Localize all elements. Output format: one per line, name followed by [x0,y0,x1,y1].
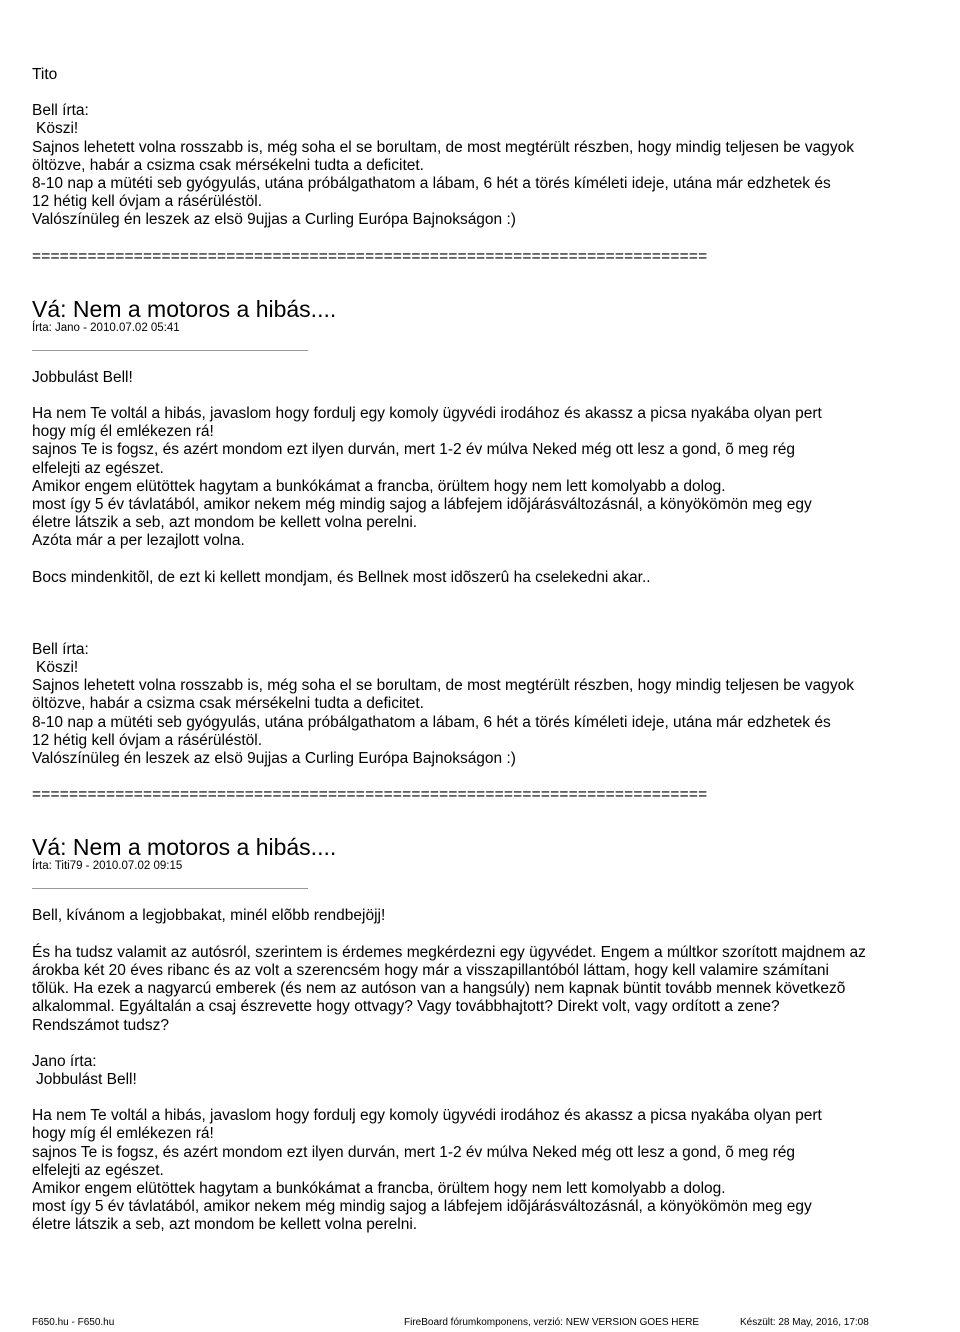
post-line: Rendszámot tudsz? [32,1016,169,1034]
quote-line: sajnos Te is fogsz, és azért mondom ezt ilyen durván, mert 1-2 év múlva Neked még ott lesz a gond, õ meg rég [32,1143,796,1161]
post-title: Vá: Nem a motoros a hibás.... [32,834,337,861]
quote-author: Jano írta: [32,1052,97,1070]
quote-block [32,641,944,768]
post-line: sajnos Te is fogsz, és azért mondom ezt ilyen durván, mert 1-2 év múlva Neked még ott lesz a gond, õ meg rég [32,441,796,459]
quote-greeting: Jobbulást Bell! [36,1070,137,1088]
post-greeting: Bell, kívánom a legjobbakat, minél elõbb rendbejöjj! [32,907,386,925]
quote-line: 8-10 nap a mütéti seb gyógyulás, utána próbálgathatom a lábam, 6 hét a törés kíméleti ideje, utána már edzhetek és [32,713,831,731]
quote-line: elfelejti az egészet. [32,1161,164,1179]
footer-timestamp: Készült: 28 May, 2016, 17:08 [740,1317,869,1328]
quote-line: öltözve, habár a csizma csak mérsékelni tudta a deficitet. [32,695,424,713]
quote-line: öltözve, habár a csizma csak mérsékelni tudta a deficitet. [32,156,424,174]
quote-line: 12 hétig kell óvjam a rásérüléstöl. [32,731,263,749]
post-line: tõlük. Ha ezek a nagyarcú emberek (és nem az autóson van a hangsúly) nem kapnak büntit tovább mennek következõ [32,980,846,998]
separator-line: ========================================================================= [32,786,708,804]
quote-line: 12 hétig kell óvjam a rásérüléstöl. [32,193,263,211]
post-title: Vá: Nem a motoros a hibás.... [32,295,337,322]
post-line: És ha tudsz valamit az autósról, szerintem is érdemes megkérdezni egy ügyvédet. Engem a múltkor szorított majdnem az [32,943,866,961]
footer-site: F650.hu - F650.hu [32,1317,115,1328]
quote-line: Ha nem Te voltál a hibás, javaslom hogy fordulj egy komoly ügyvédi irodához és akassz a picsa nyakába olyan pert [32,1107,822,1125]
post-meta: Írta: Jano - 2010.07.02 05:41 [32,321,180,334]
post-line: Amikor engem elütöttek hagytam a bunkókámat a francba, örültem hogy nem lett komolyabb a dolog. [32,477,726,495]
post-line: alkalommal. Egyáltalán a csaj észrevette hogy ottvagy? Vagy továbbhajtott? Direkt volt, vagy ordított a zene? [32,998,780,1016]
post-line: árokba két 20 éves ribanc és az volt a szerencsém hogy már a visszapillantóból láttam, hogy kell valamire számítani [32,961,829,979]
post-meta: Írta: Titi79 - 2010.07.02 09:15 [32,860,183,873]
post-line: elfelejti az egészet. [32,459,164,477]
quote-author: Bell írta: [32,102,89,120]
quote-line: Valószínüleg én leszek az elsö 9ujjas a Curling Európa Bajnokságon :) [32,750,516,768]
quote-line: Köszi! [36,120,79,138]
post-line: életre látszik a seb, azt mondom be kellett volna perelni. [32,514,418,532]
quote-line: Köszi! [36,659,79,677]
quote-line: hogy míg él emlékezen rá! [32,1125,214,1143]
post-line: Ha nem Te voltál a hibás, javaslom hogy fordulj egy komoly ügyvédi irodához és akassz a picsa nyakába olyan pert [32,405,822,423]
quote-line: életre látszik a seb, azt mondom be kellett volna perelni. [32,1216,418,1234]
post-line: Azóta már a per lezajlott volna. [32,532,245,550]
quote-author: Bell írta: [32,640,89,658]
quote-block [32,1053,944,1235]
quote-block [32,102,944,229]
quote-line: most így 5 év távlatából, amikor nekem még mindig sajog a lábfejem idõjárásváltozásnál, a könyökömön meg egy [32,1198,812,1216]
quote-line: Valószínüleg én leszek az elsö 9ujjas a Curling Európa Bajnokságon :) [32,211,516,229]
post-greeting: Jobbulást Bell! [32,368,133,386]
document-body [32,66,944,1235]
post-closing: Bocs mindenkitõl, de ezt ki kellett mondjam, és Bellnek most idõszerû ha cselekedni akar.. [32,568,651,586]
quote-line: Sajnos lehetett volna rosszabb is, még soha el se borultam, de most megtérült részben, hogy mindig teljesen be vagyok [32,138,854,156]
post-line: most így 5 év távlatából, amikor nekem még mindig sajog a lábfejem idõjárásváltozásnál, a könyökömön meg egy [32,496,812,514]
quote-line: 8-10 nap a mütéti seb gyógyulás, utána próbálgathatom a lábam, 6 hét a törés kíméleti ideje, utána már edzhetek és [32,175,831,193]
post-line: hogy míg él emlékezen rá! [32,423,214,441]
page-title: Tito [32,66,58,83]
quote-line: Sajnos lehetett volna rosszabb is, még soha el se borultam, de most megtérült részben, hogy mindig teljesen be vagyok [32,677,854,695]
separator-line: ========================================================================= [32,247,708,265]
quote-line: Amikor engem elütöttek hagytam a bunkókámat a francba, örültem hogy nem lett komolyabb a dolog. [32,1179,726,1197]
footer-component: FireBoard fórumkomponens, verzió: NEW VERSION GOES HERE [404,1317,700,1328]
